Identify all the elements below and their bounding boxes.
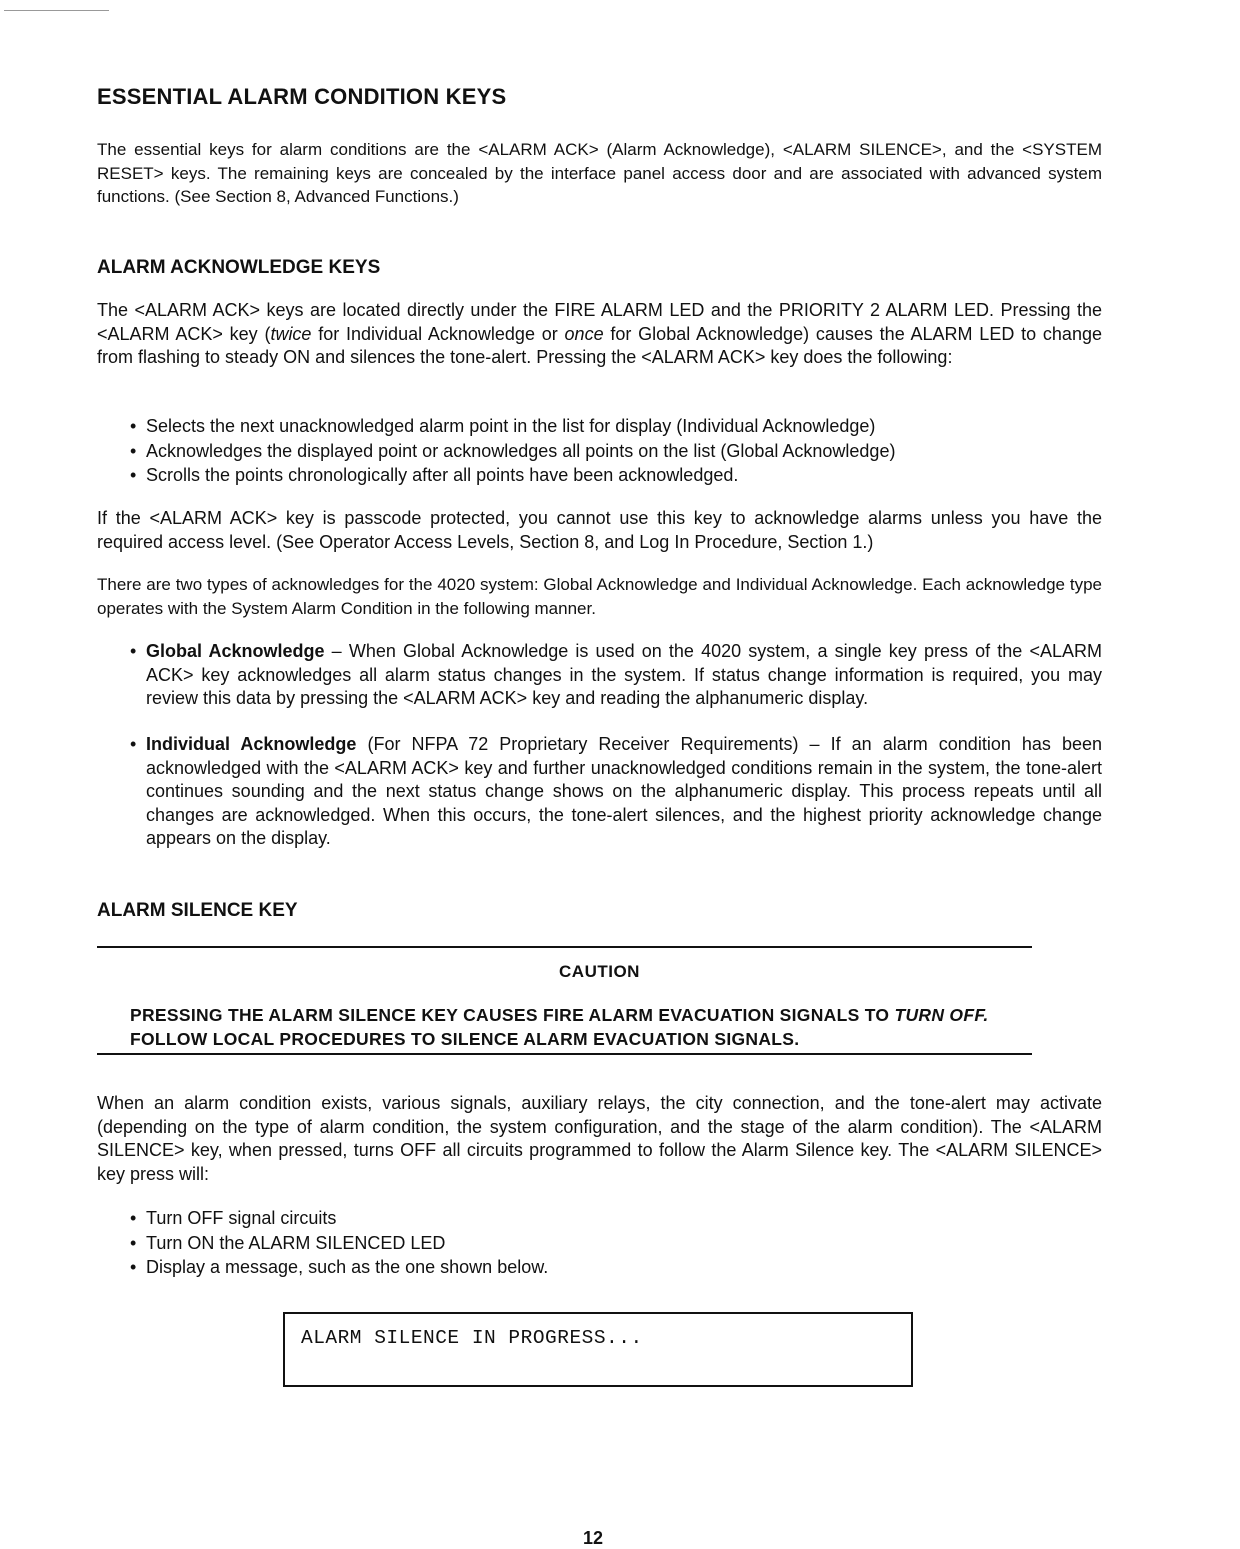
individual-ack-item: • Individual Acknowledge (For NFPA 72 Proprietary Receiver Requirements) – If an alarm condition has been acknowledged with the <ALARM ACK> key and further unacknowledged conditions remain in the system, the tone-alert continues sounding and the next status change shows on the alphanumeric display. This process repeats until all changes are acknowledged. When this occurs, the tone-alert silences, and the highest priority acknowledge change appears on the display.	[130, 734, 1102, 848]
display-message-box	[283, 1312, 913, 1387]
list-item: • Selects the next unacknowledged alarm point in the list for display (Individual Acknowledge)	[130, 414, 895, 439]
list-item: • Turn ON the ALARM SILENCED LED	[130, 1231, 548, 1256]
page-number: 12	[583, 1528, 604, 1548]
passcode-paragraph: If the <ALARM ACK> key is passcode protected, you cannot use this key to acknowledge alarms unless you have the required access level. (See Operator Access Levels, Section 8, and Log In Procedure, Section 1.)	[97, 508, 1102, 552]
global-ack-item: • Global Acknowledge – When Global Acknowledge is used on the 4020 system, a single key press of the <ALARM ACK> key acknowledges all alarm status changes in the system. If status change information is required, you may review this data by pressing the <ALARM ACK> key and reading the alphanumeric display.	[130, 641, 1102, 708]
display-message: ALARM SILENCE IN PROGRESS...	[301, 1327, 643, 1349]
list-item: • Turn OFF signal circuits	[130, 1206, 548, 1231]
individual-ack-term: Individual Acknowledge	[146, 734, 357, 754]
caution-text: PRESSING THE ALARM SILENCE KEY CAUSES FIRE ALARM EVACUATION SIGNALS TO TURN OFF. FOLLOW LOCAL PROCEDURES TO SILENCE ALARM EVACUATION SIGNALS.	[130, 1005, 989, 1049]
ack-heading: ALARM ACKNOWLEDGE KEYS	[97, 257, 381, 278]
silence-bullet-list	[130, 1206, 548, 1280]
caution-title: CAUTION	[559, 962, 640, 981]
caution-bottom-rule	[97, 1053, 1032, 1055]
ack-paragraph: The <ALARM ACK> keys are located directly under the FIRE ALARM LED and the PRIORITY 2 ALARM LED. Pressing the <ALARM ACK> key (twice for Individual Acknowledge or once for Global Acknowledge) causes the ALARM LED to change from flashing to steady ON and silences the tone-alert. Pressing the <ALARM ACK> key does the following:	[97, 300, 1102, 367]
list-item: • Scrolls the points chronologically after all points have been acknowledged.	[130, 463, 895, 488]
silence-paragraph: When an alarm condition exists, various signals, auxiliary relays, the city connection, and the tone-alert may activate (depending on the type of alarm condition, the system configuration, and the stage of the alarm condition). The <ALARM SILENCE> key, when pressed, turns OFF all circuits programmed to follow the Alarm Silence key. The <ALARM SILENCE> key press will:	[97, 1093, 1102, 1184]
once-emphasis: once	[564, 323, 604, 344]
ack-types-paragraph: There are two types of acknowledges for the 4020 system: Global Acknowledge and Individual Acknowledge. Each acknowledge type operates with the System Alarm Condition in the following manner.	[97, 575, 1102, 618]
section-title: ESSENTIAL ALARM CONDITION KEYS	[97, 84, 507, 109]
twice-emphasis: twice	[270, 323, 312, 344]
list-item: • Display a message, such as the one shown below.	[130, 1255, 548, 1280]
scan-artifact-line	[4, 10, 109, 11]
caution-top-rule	[97, 946, 1032, 948]
silence-heading: ALARM SILENCE KEY	[97, 900, 298, 921]
turn-off-emphasis: TURN OFF.	[894, 1005, 989, 1025]
intro-paragraph: The essential keys for alarm conditions are the <ALARM ACK> (Alarm Acknowledge), <ALARM SILENCE>, and the <SYSTEM RESET> keys. The remaining keys are concealed by the interface panel access door and are associated with advanced system functions. (See Section 8, Advanced Functions.)	[97, 140, 1102, 206]
global-ack-term: Global Acknowledge	[146, 641, 325, 661]
list-item: • Acknowledges the displayed point or acknowledges all points on the list (Global Acknowledge)	[130, 439, 895, 464]
ack-bullet-list	[130, 414, 895, 488]
